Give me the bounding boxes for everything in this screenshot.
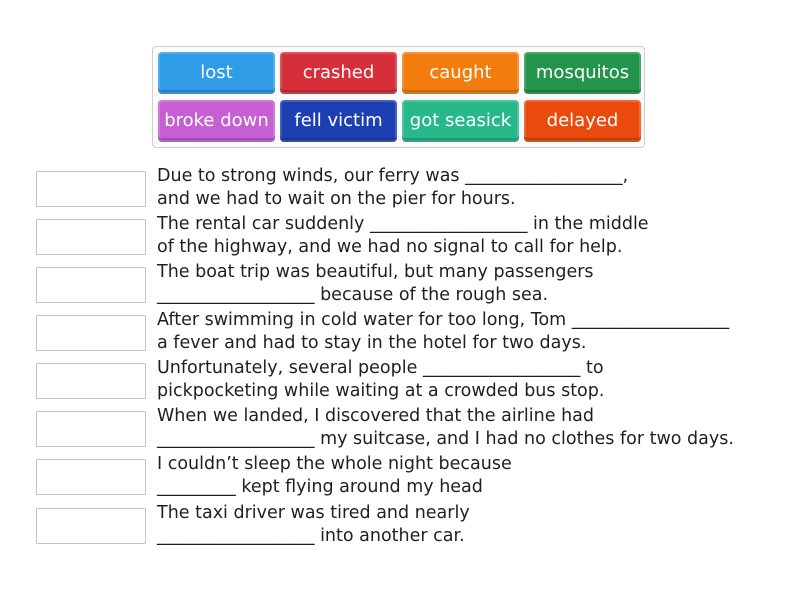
sentence-line: __________________ my suitcase, and I had no clothes for two days.	[157, 429, 734, 449]
sentence-line: pickpocketing while waiting at a crowded bus stop.	[157, 381, 605, 401]
sentence-line: __________________ into another car.	[157, 526, 465, 546]
sentence-line: Due to strong winds, our ferry was __________________,	[157, 166, 629, 186]
sentence-line: a fever and had to stay in the hotel for two days.	[157, 333, 587, 353]
sentence-5	[157, 357, 793, 403]
sentence-3	[157, 261, 793, 307]
answer-drop-zone[interactable]	[36, 508, 146, 544]
answer-drop-zone[interactable]	[36, 363, 146, 399]
word-tile-got-seasick[interactable]: got seasick	[402, 100, 519, 142]
sentence-line: When we landed, I discovered that the airline had	[157, 406, 594, 426]
word-tile-lost[interactable]: lost	[158, 52, 275, 94]
word-tile-mosquitos[interactable]: mosquitos	[524, 52, 641, 94]
sentence-6	[157, 405, 793, 451]
sentence-2	[157, 213, 793, 259]
sentence-line: Unfortunately, several people __________________ to	[157, 358, 604, 378]
sentence-1	[157, 165, 793, 211]
word-bank	[152, 46, 645, 148]
answer-drop-zone[interactable]	[36, 267, 146, 303]
sentence-line: and we had to wait on the pier for hours.	[157, 189, 516, 209]
answer-drop-zone[interactable]	[36, 219, 146, 255]
sentence-line: The rental car suddenly __________________ in the middle	[157, 214, 649, 234]
answer-drop-zone[interactable]	[36, 315, 146, 351]
answer-drop-zone[interactable]	[36, 411, 146, 447]
sentence-line: of the highway, and we had no signal to call for help.	[157, 237, 623, 257]
sentence-line: The taxi driver was tired and nearly	[157, 503, 470, 523]
answer-drop-zone[interactable]	[36, 459, 146, 495]
sentence-line: __________________ because of the rough sea.	[157, 285, 549, 305]
word-tile-broke-down[interactable]: broke down	[158, 100, 275, 142]
word-tile-fell-victim[interactable]: fell victim	[280, 100, 397, 142]
word-tile-caught[interactable]: caught	[402, 52, 519, 94]
sentence-4	[157, 309, 793, 355]
answer-drop-zone[interactable]	[36, 171, 146, 207]
sentence-8	[157, 502, 793, 548]
word-tile-delayed[interactable]: delayed	[524, 100, 641, 142]
sentence-7	[157, 453, 793, 499]
sentence-line: After swimming in cold water for too long, Tom __________________	[157, 310, 730, 330]
sentence-line: I couldn’t sleep the whole night because	[157, 454, 512, 474]
sentence-line: _________ kept flying around my head	[157, 477, 483, 497]
word-tile-crashed[interactable]: crashed	[280, 52, 397, 94]
sentence-line: The boat trip was beautiful, but many passengers	[157, 262, 594, 282]
